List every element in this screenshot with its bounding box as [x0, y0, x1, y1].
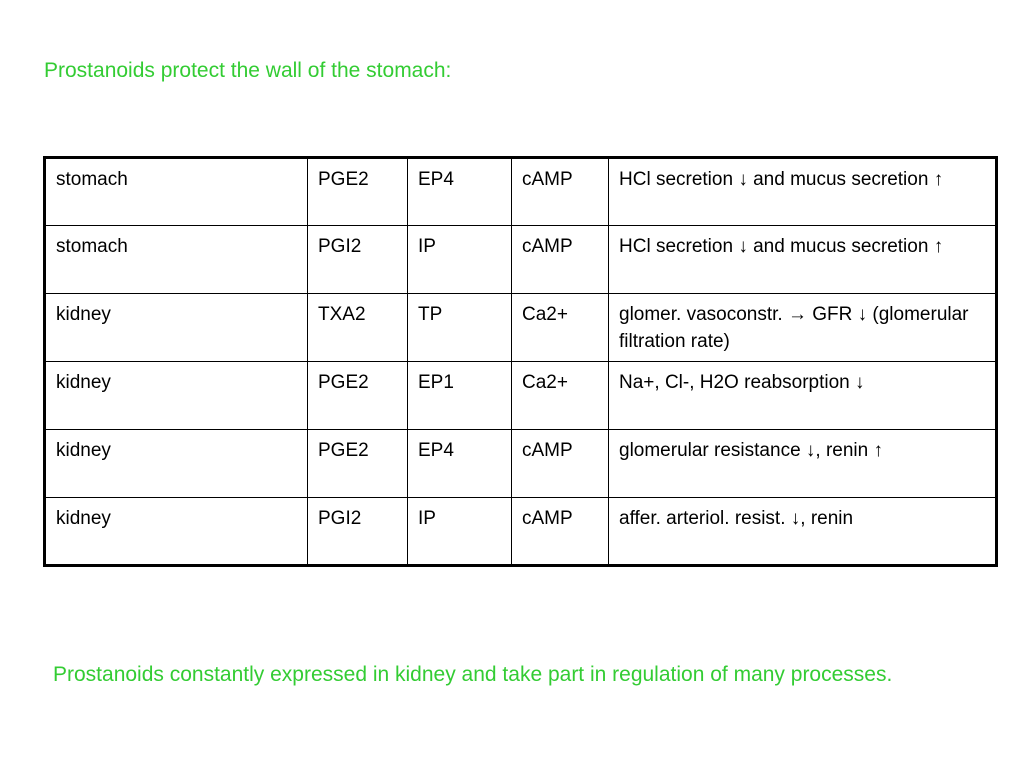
prostanoid-cell: PGE2	[308, 158, 408, 226]
table-row	[45, 294, 997, 362]
prostanoid-cell: PGE2	[308, 362, 408, 430]
prostanoid-cell: PGI2	[308, 498, 408, 566]
receptor-cell: EP4	[408, 158, 512, 226]
effect-cell: glomer. vasoconstr. → GFR ↓ (glomerular filtration rate)	[609, 294, 997, 362]
organ-cell: kidney	[45, 430, 308, 498]
slide-title: Prostanoids protect the wall of the stomach:	[44, 59, 452, 82]
effect-cell: glomerular resistance ↓, renin ↑	[609, 430, 997, 498]
table-row	[45, 362, 997, 430]
organ-cell: kidney	[45, 294, 308, 362]
table-row	[45, 498, 997, 566]
receptor-cell: EP1	[408, 362, 512, 430]
prostanoid-table	[43, 156, 998, 567]
organ-cell: stomach	[45, 226, 308, 294]
messenger-cell: Ca2+	[512, 294, 609, 362]
prostanoid-cell: PGE2	[308, 430, 408, 498]
messenger-cell: Ca2+	[512, 362, 609, 430]
receptor-cell: TP	[408, 294, 512, 362]
messenger-cell: cAMP	[512, 498, 609, 566]
receptor-cell: IP	[408, 226, 512, 294]
organ-cell: kidney	[45, 498, 308, 566]
effect-cell: HCl secretion ↓ and mucus secretion ↑	[609, 158, 997, 226]
effect-cell: HCl secretion ↓ and mucus secretion ↑	[609, 226, 997, 294]
footer-note: Prostanoids constantly expressed in kidney and take part in regulation of many processes.	[53, 663, 893, 686]
table-row	[45, 226, 997, 294]
table-row	[45, 430, 997, 498]
messenger-cell: cAMP	[512, 226, 609, 294]
messenger-cell: cAMP	[512, 430, 609, 498]
organ-cell: stomach	[45, 158, 308, 226]
receptor-cell: IP	[408, 498, 512, 566]
organ-cell: kidney	[45, 362, 308, 430]
prostanoid-cell: TXA2	[308, 294, 408, 362]
table-row	[45, 158, 997, 226]
receptor-cell: EP4	[408, 430, 512, 498]
messenger-cell: cAMP	[512, 158, 609, 226]
prostanoid-cell: PGI2	[308, 226, 408, 294]
effect-cell: affer. arteriol. resist. ↓, renin	[609, 498, 997, 566]
effect-cell: Na+, Cl-, H2O reabsorption ↓	[609, 362, 997, 430]
